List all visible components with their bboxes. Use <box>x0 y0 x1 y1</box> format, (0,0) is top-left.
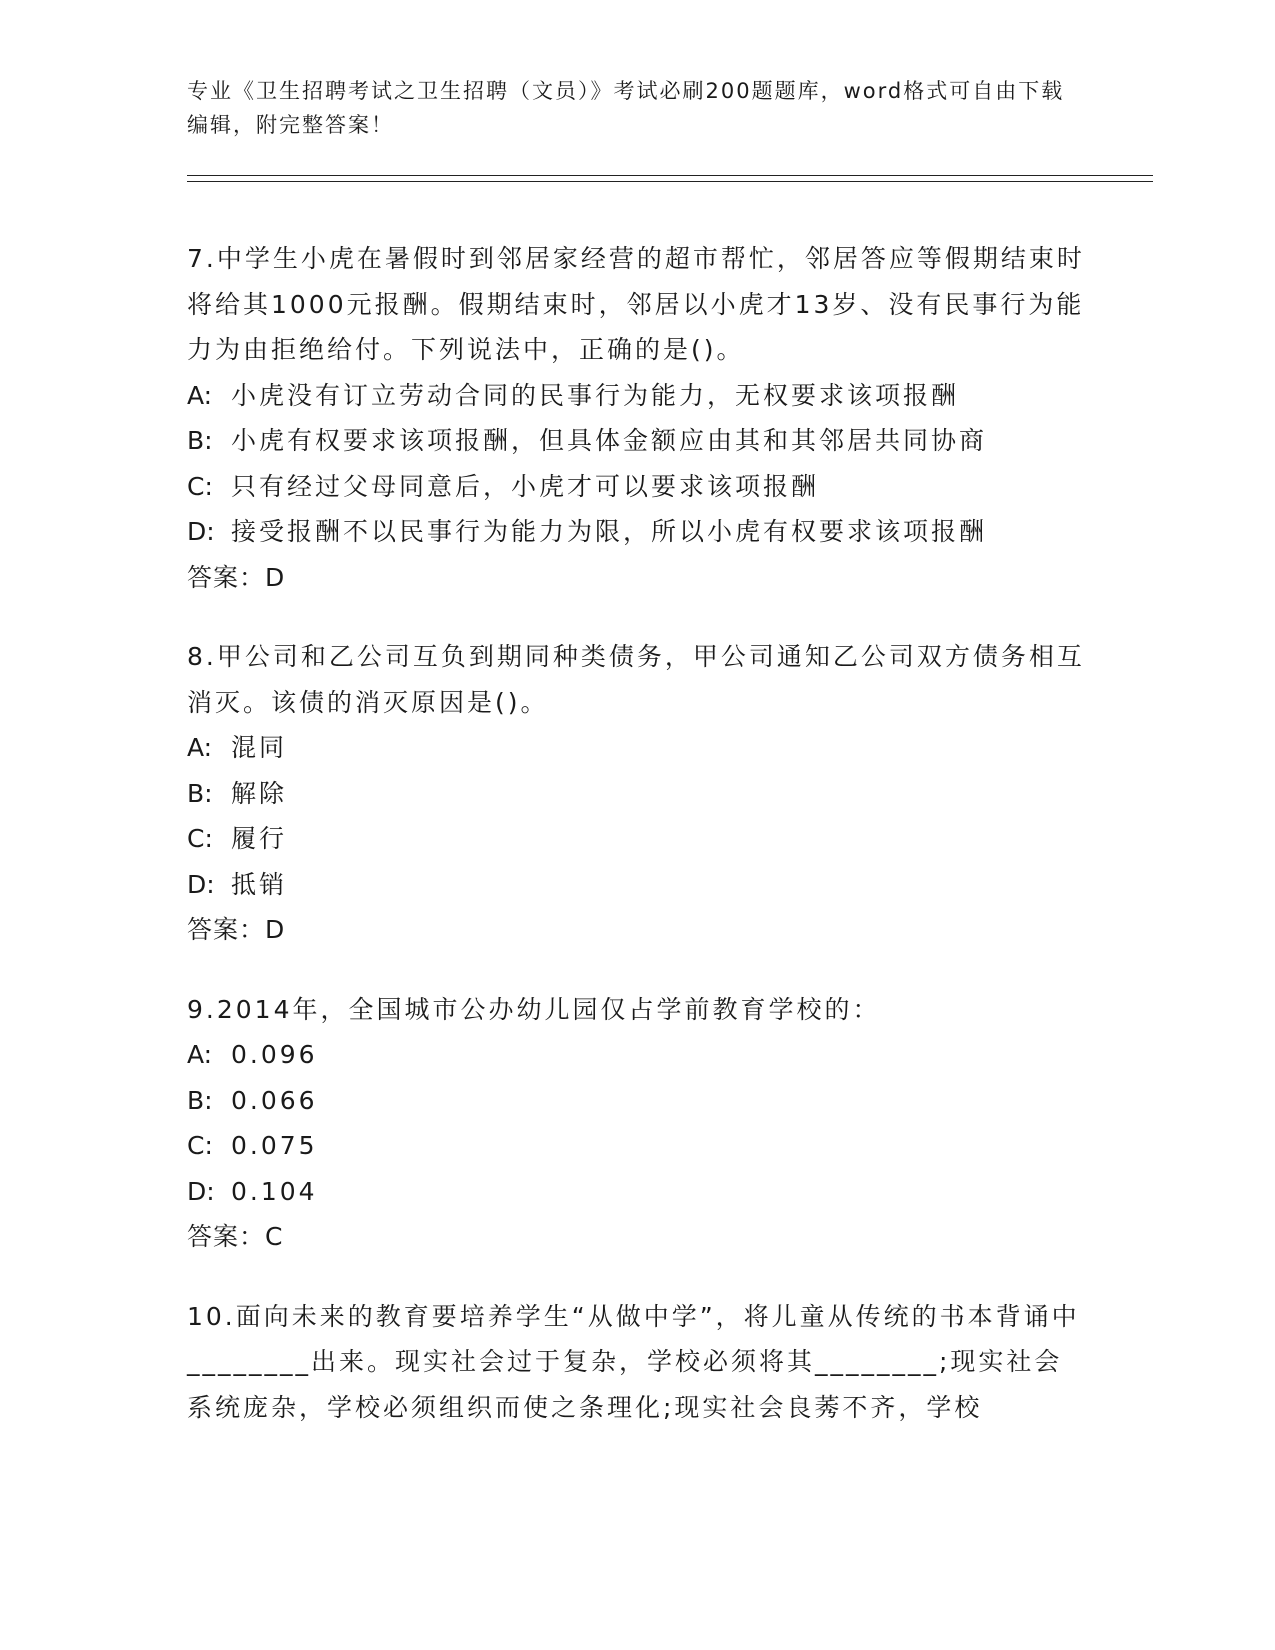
option-letter: B: <box>187 426 213 455</box>
option-letter: D: <box>187 869 215 899</box>
option-letter: B: <box>187 1085 213 1115</box>
answer-line: 答案：D <box>187 915 286 944</box>
option-c <box>187 816 1087 862</box>
option-text: 混同 <box>231 733 288 762</box>
option-text: 接受报酬不以民事行为能力为限，所以小虎有权要求该项报酬 <box>231 517 988 546</box>
option-b <box>187 771 1087 817</box>
option-text: 抵销 <box>231 869 288 899</box>
option-letter: A: <box>187 733 213 762</box>
question-list <box>187 236 1087 1464</box>
question-8 <box>187 634 1087 953</box>
option-a <box>187 373 1087 419</box>
header-divider-top <box>187 175 1153 176</box>
question-text: 9.2014年，全国城市公办幼儿园仅占学前教育学校的： <box>187 994 881 1024</box>
option-text: 0.066 <box>231 1085 318 1115</box>
option-text: 0.096 <box>231 1040 318 1069</box>
option-letter: C: <box>187 471 213 501</box>
option-a <box>187 1032 1087 1078</box>
option-letter: B: <box>187 778 213 808</box>
option-d <box>187 862 1087 908</box>
option-letter: D: <box>187 1176 215 1206</box>
option-c <box>187 464 1087 510</box>
option-d <box>187 509 1087 555</box>
option-letter: C: <box>187 824 213 853</box>
question-10 <box>187 1294 1087 1431</box>
option-letter: C: <box>187 1131 213 1160</box>
option-text: 解除 <box>231 778 288 808</box>
option-b <box>187 1078 1087 1124</box>
option-text: 小虎有权要求该项报酬，但具体金额应由其和其邻居共同协商 <box>231 426 988 455</box>
header-divider-bottom <box>187 181 1153 182</box>
question-text: 7.中学生小虎在暑假时到邻居家经营的超市帮忙，邻居答应等假期结束时将给其1000元报酬。假期结束时，邻居以小虎才13岁、没有民事行为能力为由拒绝给付。下列说法中，正确的是()。 <box>187 244 1085 364</box>
option-letter: A: <box>187 380 213 410</box>
option-text: 小虎没有订立劳动合同的民事行为能力，无权要求该项报酬 <box>231 380 960 410</box>
question-text: 8.甲公司和乙公司互负到期同种类债务，甲公司通知乙公司双方债务相互消灭。该债的消灭原因是()。 <box>187 642 1085 717</box>
option-letter: D: <box>187 517 215 546</box>
option-text: 只有经过父母同意后，小虎才可以要求该项报酬 <box>231 471 820 501</box>
question-text: 10.面向未来的教育要培养学生“从做中学”，将儿童从传统的书本背诵中________出来。现实社会过于复杂，学校必须将其________;现实社会系统庞杂，学校必须组织而使之条理化;现实社会良莠不齐，学校 <box>187 1301 1080 1422</box>
option-c <box>187 1123 1087 1169</box>
question-9 <box>187 987 1087 1260</box>
option-letter: A: <box>187 1040 213 1069</box>
option-a <box>187 725 1087 771</box>
option-text: 0.075 <box>231 1131 318 1160</box>
option-b <box>187 418 1087 464</box>
option-text: 履行 <box>231 824 288 853</box>
option-d <box>187 1169 1087 1215</box>
option-text: 0.104 <box>231 1176 318 1206</box>
question-7 <box>187 236 1087 600</box>
answer-line: 答案：D <box>187 562 286 592</box>
answer-line: 答案：C <box>187 1222 284 1251</box>
document-header: 专业《卫生招聘考试之卫生招聘（文员）》考试必刷200题题库，word格式可自由下载编辑，附完整答案！ <box>187 79 1065 137</box>
